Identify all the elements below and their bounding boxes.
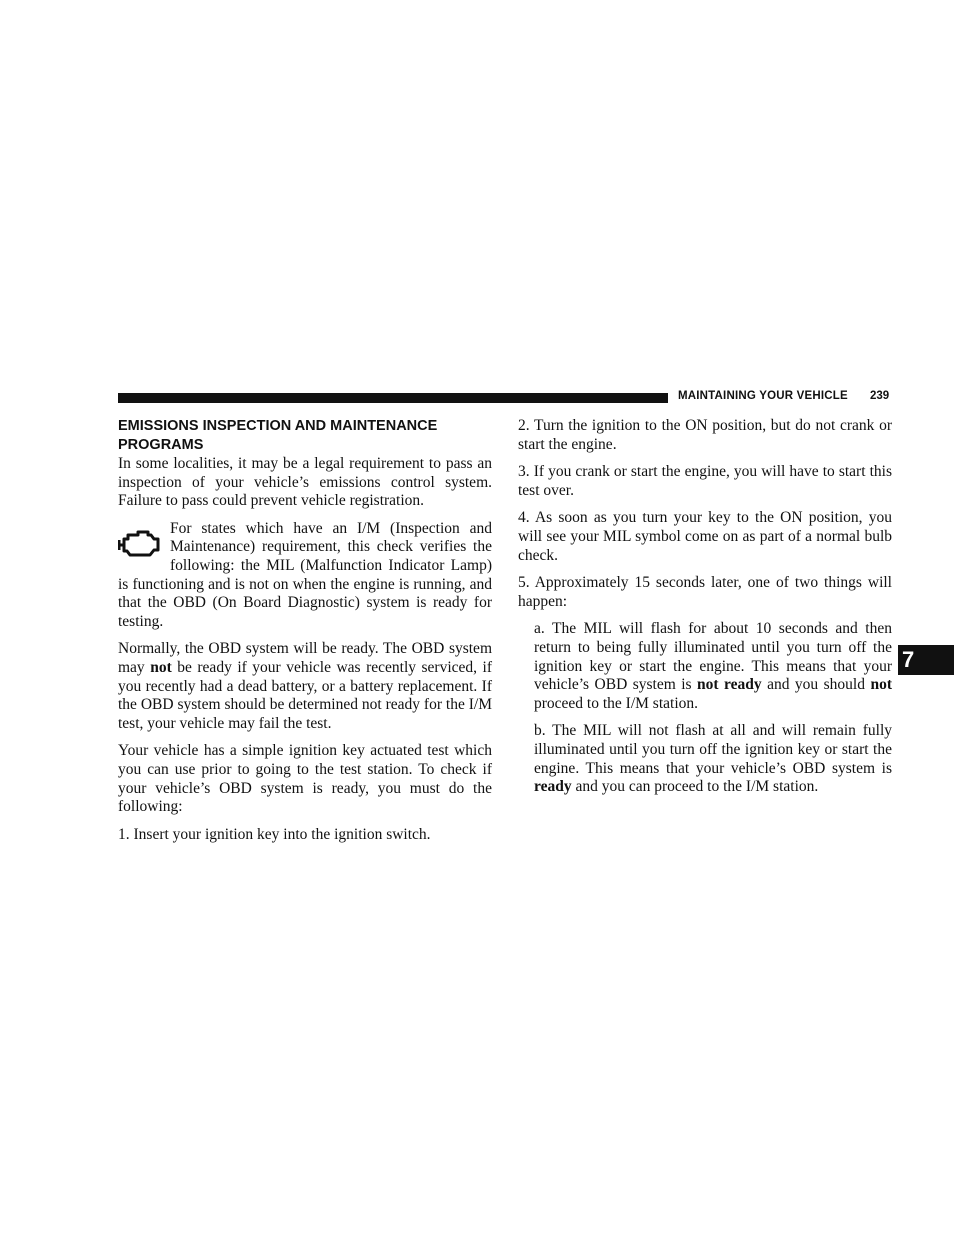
chapter-tab: 7 xyxy=(898,645,954,675)
text-run: proceed to the I/M station. xyxy=(534,694,698,712)
outcome-b xyxy=(518,722,892,796)
outcome-a xyxy=(518,620,892,713)
intro-paragraph: In some localities, it may be a legal requirement to pass an inspection of your vehicle’s emissions control system. Failure to pass could prevent vehicle registration. xyxy=(118,455,492,510)
text-run: b. The MIL will not flash at all and will remain fully illuminated until you turn off the ignition key or start the engine. This means that your vehicle’s OBD system is xyxy=(534,722,892,777)
running-header: MAINTAINING YOUR VEHICLE xyxy=(678,390,848,402)
mil-text: For states which have an I/M (Inspection and Maintenance) requirement, this check verifies the following: the MIL (Malfunction Indicator Lamp) is functioning and is not on when the engine is running, and that the OBD (On Board Diagnostic) system is ready for testing. xyxy=(118,519,492,630)
text-run: be ready if your vehicle was recently serviced, if you recently had a dead battery, or a battery replacement. If the OBD system should be determined not ready for the I/M test, your vehicle may fail the test. xyxy=(118,658,493,732)
text-run: Normally, the OBD system will be ready. The OBD system may xyxy=(118,640,492,676)
header-rule xyxy=(118,393,668,403)
text-run: and you can proceed to the I/M station. xyxy=(571,778,819,796)
step-4: 4. As soon as you turn your key to the ON position, you will see your MIL symbol come on as part of a normal bulb check. xyxy=(518,509,892,564)
test-intro-paragraph: Your vehicle has a simple ignition key actuated test which you can use prior to going to the test station. To check if your vehicle’s OBD system is ready, you must do the following: xyxy=(118,742,492,816)
step-2: 2. Turn the ignition to the ON position, but do not crank or start the engine. xyxy=(518,417,892,453)
section-heading: EMISSIONS INSPECTION AND MAINTENANCE PROGRAMS xyxy=(118,418,438,453)
emphasis-not-ready: not ready xyxy=(697,676,762,694)
step-3: 3. If you crank or start the engine, you will have to start this test over. xyxy=(518,463,892,499)
check-engine-icon xyxy=(118,526,162,560)
mil-paragraph xyxy=(118,520,492,641)
right-column xyxy=(518,417,892,806)
text-run: a. The MIL will flash for about 10 seconds and then return to being fully illuminated until you turn off the ignition key or start the engine. This means that your vehicle’s OBD system is xyxy=(534,620,892,694)
emphasis-not: not xyxy=(870,676,892,694)
page-number: 239 xyxy=(870,390,890,402)
step-5: 5. Approximately 15 seconds later, one of two things will happen: xyxy=(518,574,892,610)
obd-ready-paragraph xyxy=(118,640,492,733)
step-1: 1. Insert your ignition key into the ignition switch. xyxy=(118,825,431,843)
emphasis-ready: ready xyxy=(534,778,572,796)
left-column xyxy=(118,417,492,853)
emphasis-not: not xyxy=(150,658,172,676)
text-run: and you should xyxy=(761,676,871,694)
